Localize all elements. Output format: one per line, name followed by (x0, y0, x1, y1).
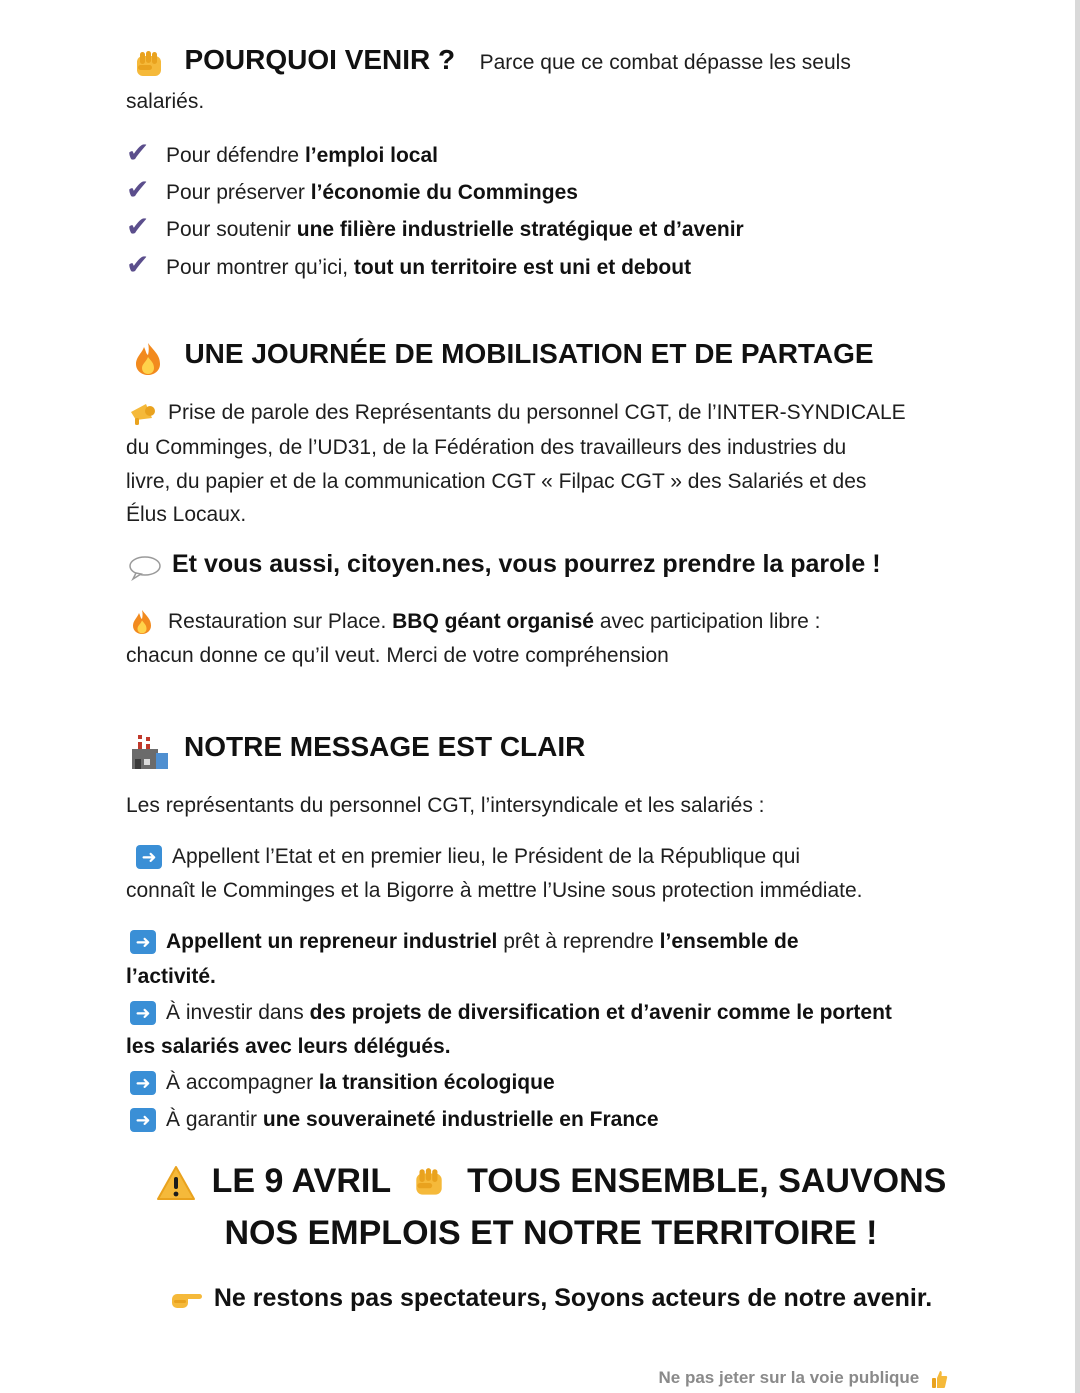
right-arrow-icon: ➜ (130, 1108, 156, 1132)
demand-item: ➜ Appellent un repreneur industriel prêt à reprendre l’ensemble de (126, 925, 799, 959)
right-arrow-icon: ➜ (130, 1071, 156, 1095)
section1-title: POURQUOI VENIR ? (184, 44, 456, 75)
raised-fist-icon (411, 1165, 447, 1201)
section3-title: NOTRE MESSAGE EST CLAIR (184, 731, 586, 762)
section1-heading (126, 44, 851, 82)
speakers-line: Élus Locaux. (126, 503, 247, 526)
warning-icon (156, 1165, 196, 1201)
reason-item: ✔ Pour soutenir une filière industrielle stratégique et d’avenir (126, 211, 744, 242)
food-line: Restauration sur Place. BBQ géant organisé avec participation libre : (126, 605, 820, 639)
check-icon: ✔ (126, 211, 150, 242)
megaphone-icon (128, 400, 158, 426)
page-edge (1075, 0, 1080, 1393)
demand-item: ➜ À investir dans des projets de diversification et d’avenir comme le portent (126, 996, 892, 1030)
reason-item: ✔ Pour préserver l’économie du Comminges (126, 174, 578, 205)
demand-item-cont: l’activité. (126, 965, 216, 988)
speakers-line: Prise de parole des Représentants du personnel CGT, de l’INTER-SYNDICALE (126, 396, 906, 430)
factory-icon (130, 733, 170, 771)
check-icon: ✔ (126, 174, 150, 205)
demand-item-cont: connaît le Comminges et la Bigorre à mettre l’Usine sous protection immédiate. (126, 879, 863, 902)
footer-note: Ne pas jeter sur la voie publique (659, 1368, 948, 1389)
demand-item-cont: les salariés avec leurs délégués. (126, 1035, 451, 1058)
demand-item: ➜ À accompagner la transition écologique (126, 1066, 555, 1100)
right-arrow-icon: ➜ (136, 845, 162, 869)
section1-intro-cont: salariés. (126, 90, 205, 113)
right-arrow-icon: ➜ (130, 930, 156, 954)
pointing-hand-icon (170, 1286, 204, 1312)
speech-bubble-icon (128, 555, 162, 581)
check-icon: ✔ (126, 137, 150, 168)
section3-heading (126, 731, 585, 771)
food-line: chacun donne ce qu’il veut. Merci de votre compréhension (126, 644, 669, 667)
demand-item: ➜ À garantir une souveraineté industrielle en France (126, 1103, 659, 1137)
thumbs-up-icon (930, 1369, 948, 1389)
section3-intro: Les représentants du personnel CGT, l’intersyndicale et les salariés : (126, 794, 765, 817)
speakers-line: livre, du papier et de la communication CGT « Filpac CGT » des Salariés et des (126, 470, 867, 493)
section1-intro: Parce que ce combat dépasse les seuls (479, 51, 851, 74)
fire-icon (132, 341, 164, 377)
citizens-line: Et vous aussi, citoyen.nes, vous pourrez prendre la parole ! (126, 550, 881, 581)
demand-item: ➜ Appellent l’Etat et en premier lieu, le Président de la République qui (126, 840, 800, 874)
reason-item: ✔ Pour défendre l’emploi local (126, 137, 438, 168)
tagline: Ne restons pas spectateurs, Soyons acteurs de notre avenir. (126, 1284, 976, 1313)
reason-item: ✔ Pour montrer qu’ici, tout un territoire est uni et debout (126, 249, 692, 280)
raised-fist-icon (132, 48, 166, 82)
right-arrow-icon: ➜ (130, 1001, 156, 1025)
section2-heading (126, 338, 874, 377)
fire-icon (130, 608, 154, 636)
closing-line-2: NOS EMPLOIS ET NOTRE TERRITOIRE ! (224, 1214, 878, 1252)
closing-line-1: LE 9 AVRIL TOUS ENSEMBLE, SAUVONS (126, 1162, 976, 1201)
speakers-line: du Comminges, de l’UD31, de la Fédération des travailleurs des industries du (126, 436, 847, 459)
check-icon: ✔ (126, 249, 150, 280)
section2-title: UNE JOURNÉE DE MOBILISATION ET DE PARTAGE (184, 338, 874, 369)
